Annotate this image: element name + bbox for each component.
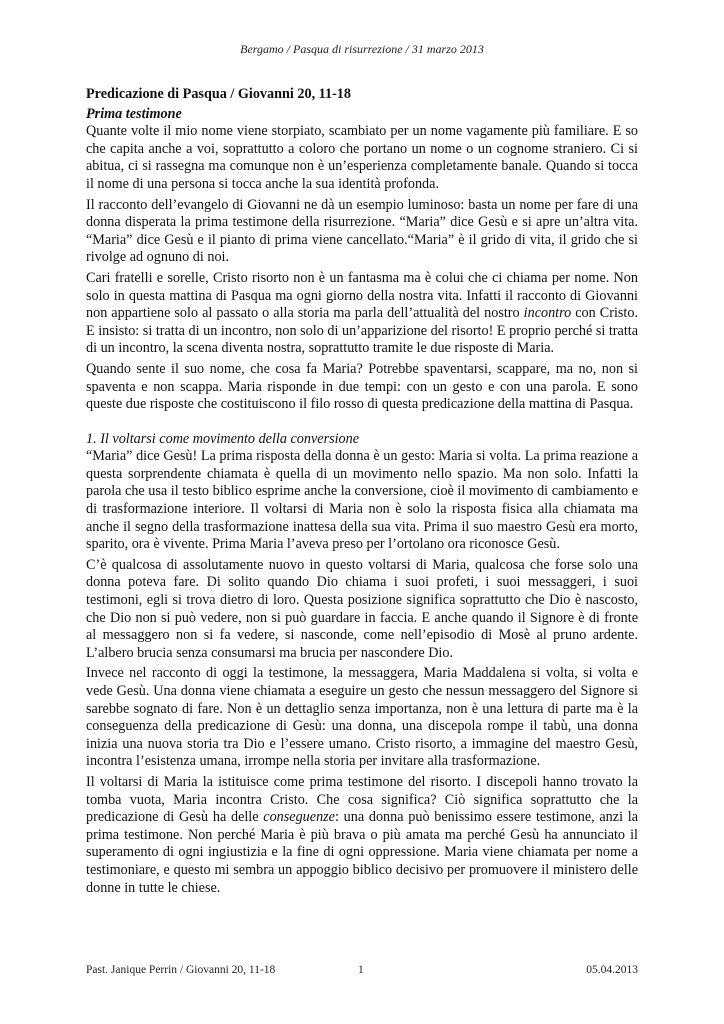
emphasis-incontro: incontro (523, 305, 572, 322)
section-1-paragraph-1: “Maria” dice Gesù! La prima risposta della donna è un gesto: Maria si volta. La prima reazione a questa sorprendente chiamata è quella di un movimento nello spazio. Ma non solo. Infatti la parola che usa il testo biblico esprime anche la conversione, cioè il movimento di cambiamento e di trasformazione interiore. Il voltarsi di Maria non è solo la risposta fisica alla chiamata ma anche il segno della trasformazione inattesa della sua vita. Prima il suo maestro Gesù era morto, sparito, ora è vivente. Prima Maria l’aveva preso per l’ortolano ora riconosce Gesù. (86, 448, 638, 553)
footer-author: Past. Janique Perrin / Giovanni 20, 11-18 (86, 964, 276, 976)
document-body (86, 86, 638, 900)
section-1-paragraph-4 (86, 774, 638, 897)
sermon-title: Predicazione di Pasqua / Giovanni 20, 11-18 (86, 86, 351, 102)
paragraph-last-text-end: : una donna può benissimo essere testimone, anzi la prima testimone. Non perché Maria è più brava o più amata ma perché Gesù ha annunciato il superamento di ogni ingiustizia e la fine di ogni oppressione. Maria viene chiamata per nome a testimoniare, e questo mi sembra un appoggio biblico decisivo per promuovere il ministero delle donne in tutte le chiese. (86, 809, 638, 896)
paragraph-intro-1: Quante volte il mio nome viene storpiato, scambiato per un nome vagamente più familiare. E so che capita anche a voi, soprattutto a coloro che portano un nome o un cognome straniero. Ci si abitua, ci si rassegna ma comunque non è un’esperienza completamente banale. Quando si tocca il nome di una persona si tocca anche la sua identità profonda. (86, 123, 638, 192)
sermon-subtitle: Prima testimone (86, 105, 182, 122)
paragraph-3 (86, 270, 638, 358)
page-number: 1 (358, 964, 364, 976)
paragraph-4: Quando sente il suo nome, che cosa fa Maria? Potrebbe spaventarsi, scappare, ma no, non si spaventa e non scappa. Maria risponde in due tempi: con un gesto e con una parola. E sono queste due risposte che costituiscono il filo rosso di questa predicazione della mattina di Pasqua. (86, 360, 638, 413)
section-1-paragraph-2: C’è qualcosa di assolutamente nuovo in questo voltarsi di Maria, qualcosa che forse solo una donna poteva fare. Di solito quando Dio chiama i suoi profeti, i suoi messaggeri, i suoi testimoni, egli si trova dietro di loro. Questa posizione significa soprattutto che Dio è nascosto, che Dio non si può vedere, non si può guardare in faccia. E anche quando il Signore è di fronte al messaggero non si fa vedere, si nasconde, come nell’episodio di Mosè al pruno ardente. L’albero brucia senza consumarsi ma brucia per nascondere Dio. (86, 556, 638, 661)
section-1-paragraph-3: Invece nel racconto di oggi la testimone, la messaggera, Maria Maddalena si volta, si volta e vede Gesù. Una donna viene chiamata a eseguire un gesto che nessun messaggero del Signore si sarebbe sognato di fare. Non è un dettaglio senza importanza, non è una lettura di parte ma è la conseguenza della predicazione di Gesù: una donna, una discepola rompe il tabù, una donna inizia una nuova storia tra Dio e l’essere umano. Cristo risorto, a immagine del maestro Gesù, incontra l’esistenza umana, irrompe nella storia per invitare alla trasformazione. (86, 665, 638, 770)
paragraph-3-text: Cari fratelli e sorelle, Cristo risorto non è un fantasma ma è colui che ci chiama per nome. Non solo in questa mattina di Pasqua ma ogni giorno della nostra vita. Infatti il racconto di Giovanni non appartiene solo al passato o alla storia ma parla dell’attualità del nostro (86, 269, 638, 322)
paragraph-last-text: Il voltarsi di Maria la istituisce come prima testimone del risorto. I discepoli hanno trovato la tomba vuota, Maria incontra Cristo. Che cosa significa? Ciò significa soprattutto che la predicazione di Gesù ha delle (86, 773, 638, 826)
footer-date: 05.04.2013 (586, 964, 638, 976)
paragraph-3-text-end: con Cristo. E insisto: si tratta di un incontro, non solo di un’apparizione del risorto! E proprio perché si tratta di un incontro, la scena diventa nostra, soprattutto tramite le due risposte di Maria. (86, 305, 638, 357)
paragraph-intro-2: Il racconto dell’evangelo di Giovanni ne dà un esempio luminoso: basta un nome per fare di una donna disperata la prima testimone della risurrezione. “Maria” dice Gesù e si apre un’altra vita. “Maria” dice Gesù e il pianto di prima viene cancellato.“Maria” è il grido di vita, il grido che si rivolge ad ognuno di noi. (86, 196, 638, 266)
emphasis-conseguenze: conseguenze (263, 809, 335, 826)
section-1-title: 1. Il voltarsi come movimento della conversione (86, 430, 360, 447)
running-header: Bergamo / Pasqua di risurrezione / 31 marzo 2013 (240, 42, 484, 56)
